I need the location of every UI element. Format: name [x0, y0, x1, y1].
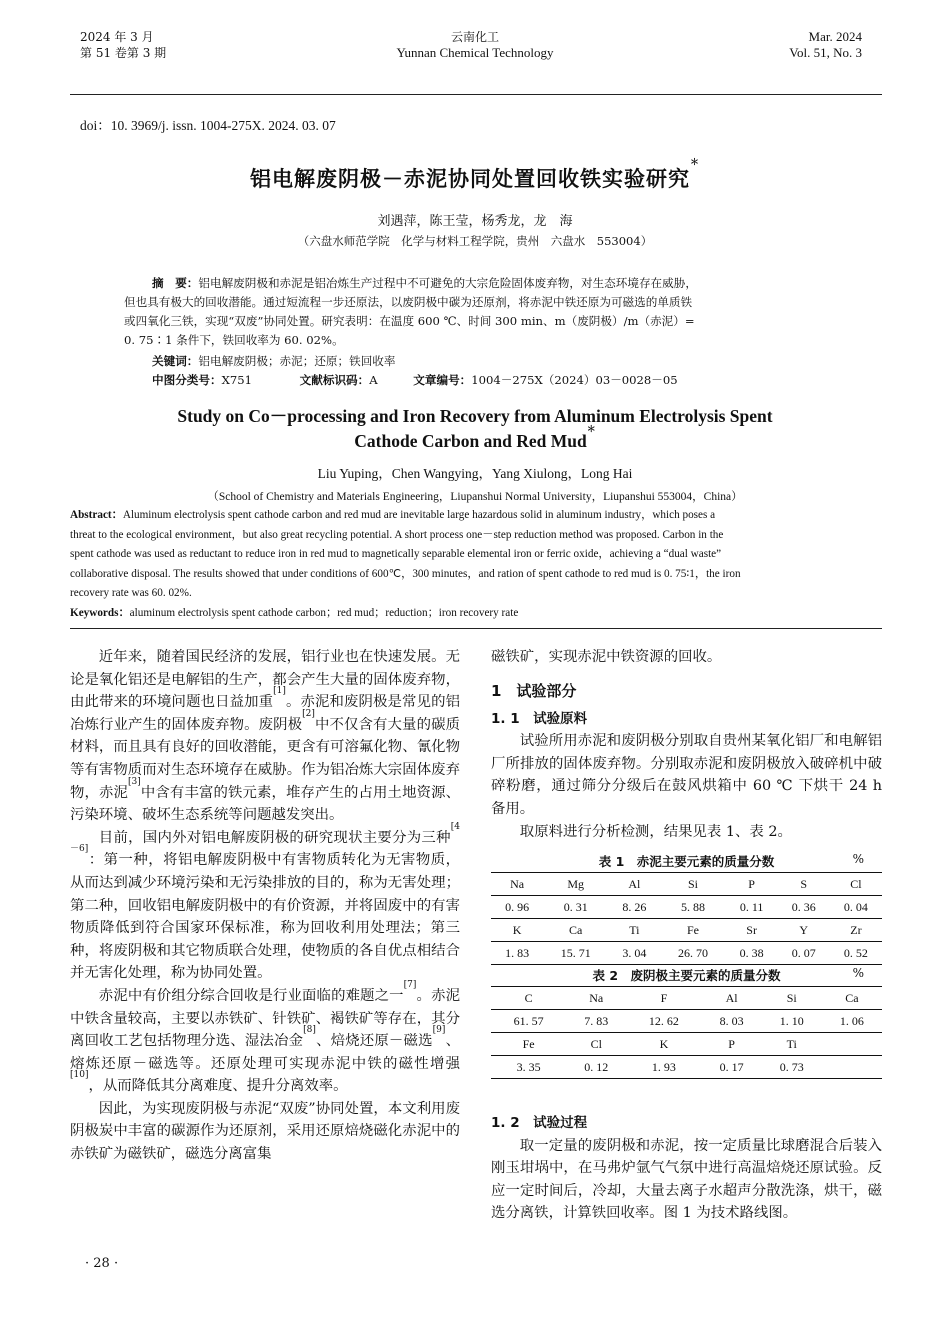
abstract-cn-line: 铝电解废阴极和赤泥是铝冶炼生产过程中不可避免的大宗危险固体废弃物，对生态环境存在威胁， [198, 276, 697, 290]
table-cell: Fe [686, 922, 699, 937]
table-cell: Ca [845, 990, 859, 1005]
clc-value: X751 [221, 373, 252, 387]
body-paragraph: 取一定量的废阴极和赤泥，按一定质量比球磨混合后装入刚玉坩埚中，在马弗炉氩气气氛中进行高温焙烧还原试验。反应一定时间后，冷却，大量去离子水超声分散洗涤，烘干，磁选分离铁，计算铁回收率。图 1 为技术路线图。 [491, 1137, 882, 1222]
citation: [3] [128, 776, 141, 787]
paper-title-en [0, 404, 950, 454]
citation: [10] [70, 1070, 89, 1081]
title-cn-text: 铝电解废阴极－赤泥协同处置回收铁实验研究 [249, 167, 690, 191]
table-row [491, 1056, 882, 1079]
body-paragraph-cont: 磁铁矿，实现赤泥中铁资源的回收。 [491, 649, 722, 665]
table-cell: 1. 06 [839, 1013, 864, 1028]
table-cell: 8. 03 [719, 1013, 744, 1028]
abstract-cn-line: 但也具有极大的回收潜能。通过短流程一步还原法，以废阴极中碳为还原剂，将赤泥中铁还原为可磁选的单质铁 [124, 295, 693, 309]
abstract-en-line: spent cathode was used as reductant to reduce iron in red mud to magnetically separable elemental iron or ferric oxide，achieving a “dual waste” [70, 548, 722, 560]
table-cell: 0. 96 [505, 899, 530, 914]
body-paragraph: 目前，国内外对铝电解废阴极的研究现状主要分为三种[4－6]：第一种，将铝电解废阴极中有害物质转化为无害物质，从而达到减少环境污染和无污染排放的目的，称为无害处理；第二种，回收铝电解废阴极中的有价资源，并将固废中的有害物质降低到符合国家环保标准，称为回收利用处理法；第三种，将废阴极和其它物质联合处理，使物质的各自优点相结合并无害化处理，称为协同处置。 [70, 821, 460, 982]
table-cell: 0. 31 [563, 899, 588, 914]
table-cell: 26. 70 [677, 945, 708, 960]
table-cell: 3. 35 [516, 1059, 541, 1074]
abstract-cn-line: 0. 75∶1 条件下，铁回收率为 60. 02%。 [124, 333, 344, 347]
abstract-en-line: threat to the ecological environment，but also great recycling potential. A short process one－step reduction method was proposed. Carbon in the [70, 528, 724, 541]
doc-code-label: 文献标识码： [299, 373, 370, 387]
table-cell: 8. 26 [622, 899, 647, 914]
table-cell: 0. 36 [791, 899, 816, 914]
table-cell: 1. 83 [505, 945, 530, 960]
table-cell: 1. 10 [779, 1013, 804, 1028]
table-cell: 0. 07 [791, 945, 816, 960]
table-cell: 0. 11 [739, 899, 764, 914]
subsection-heading: 1. 1 试验原料 [491, 710, 588, 727]
abstract-en [70, 506, 882, 623]
abstract-en-line: collaborative disposal. The results showed that under conditions of 600℃，300 minutes，and ration of spent cathode to red mud is 0. 75∶1，the iron [70, 567, 741, 580]
right-column-lower [491, 1112, 882, 1225]
header-vol-en: Vol. 51, No. 3 [789, 45, 862, 60]
table-cell: S [800, 876, 808, 891]
table-cell: Al [725, 990, 738, 1005]
table-cell: 0. 04 [843, 899, 868, 914]
table-row [491, 896, 882, 919]
abstract-rule [70, 628, 882, 629]
table-cell: Na [589, 990, 604, 1005]
table-row [491, 1010, 882, 1033]
table-cell: Fe [522, 1036, 535, 1051]
table-cell: C [524, 990, 533, 1005]
table-cell: 61. 57 [513, 1013, 544, 1028]
table-cell: 5. 88 [680, 899, 705, 914]
citation: [2] [302, 708, 315, 719]
citation: [9] [432, 1025, 446, 1036]
citation: [8] [303, 1025, 316, 1036]
table-cell: 7. 83 [584, 1013, 609, 1028]
table-cell: Ti [629, 922, 640, 937]
table-cell: 0. 38 [739, 945, 764, 960]
header-date-line: 2024 年 3 月 [80, 30, 154, 44]
keywords-en-label: Keywords： [70, 606, 130, 619]
title-en-line: Study on Co－processing and Iron Recovery from Aluminum Electrolysis Spent [177, 406, 773, 426]
clc-label: 中图分类号： [152, 373, 222, 387]
table-cell: Sr [746, 922, 757, 937]
journal-name-en: Yunnan Chemical Technology [396, 45, 554, 60]
header-month-en: Mar. 2024 [808, 29, 862, 44]
table-cell [822, 1056, 882, 1079]
citation: [7] [403, 979, 417, 990]
table-cell: Ca [569, 922, 583, 937]
table-cell: K [659, 1036, 669, 1051]
paper-title-cn [0, 158, 950, 193]
table-cell: Y [799, 922, 809, 937]
table-cell: Si [786, 990, 797, 1005]
body-paragraph: 试验所用赤泥和废阴极分别取自贵州某氧化铝厂和电解铝厂所排放的固体废弃物。分别取赤泥和废阴极放入破碎机中破碎粉磨，通过筛分分级后在鼓风烘箱中 60 ℃ 下烘干 24 h 备用。 [491, 733, 882, 817]
left-column [70, 646, 460, 1166]
keywords-cn: 铝电解废阴极；赤泥；还原；铁回收率 [198, 354, 396, 368]
article-number-label: 文章编号： [413, 373, 472, 387]
keywords-cn-label: 关键词： [152, 354, 199, 368]
table-row [491, 942, 882, 965]
table-cell: Mg [567, 876, 585, 891]
table-header-row [491, 873, 882, 896]
table-cell: 0. 52 [843, 945, 868, 960]
keywords-en: aluminum electrolysis spent cathode carbon；red mud；reduction；iron recovery rate [129, 606, 519, 619]
body-paragraph: 赤泥中有价组分综合回收是行业面临的难题之一[7]。赤泥中铁含量较高，主要以赤铁矿、针铁矿、褐铁矿等存在，其分离回收工艺包括物理分选、湿法冶金[8]、焙烧还原－磁选[9]、熔炼还原－磁选等。还原处理可实现赤泥中铁的磁性增强[10]，从而降低其分离难度、提升分离效率。 [70, 979, 460, 1095]
table-1-grid [491, 872, 882, 965]
table-1 [491, 852, 882, 965]
table-cell: 15. 71 [560, 945, 591, 960]
table-cell: 0. 17 [719, 1059, 744, 1074]
table-2-grid [491, 986, 882, 1079]
table-cell: Ti [786, 1036, 797, 1051]
page-number: · 28 · [85, 1256, 119, 1271]
header-rule [70, 94, 882, 95]
table-cell: 3. 04 [622, 945, 647, 960]
table-unit: % [852, 966, 864, 980]
body-paragraph: 因此，为实现废阴极与赤泥“双废”协同处置，本文利用废阴极炭中丰富的碳源作为还原剂，采用还原焙烧磁化赤泥中的赤铁矿为磁铁矿，磁选分离富集 [70, 1100, 460, 1163]
title-en-line: Cathode Carbon and Red Mud [354, 431, 587, 451]
affiliation-cn: （六盘水师范学院 化学与材料工程学院，贵州 六盘水 553004） [297, 234, 653, 248]
table-cell: 0. 12 [584, 1059, 609, 1074]
affiliation-en: （School of Chemistry and Materials Engineering，Liupanshui Normal University，Liupanshui 553004，China） [207, 491, 743, 503]
table-cell: K [512, 922, 522, 937]
abstract-en-label: Abstract： [70, 509, 123, 521]
authors-cn: 刘遇萍，陈王莹，杨秀龙，龙 海 [377, 214, 573, 229]
abstract-en-line: Aluminum electrolysis spent cathode carbon and red mud are inevitable large hazardous solid in aluminum industry，which poses a [122, 509, 716, 521]
table-cell: Na [510, 876, 525, 891]
table-cell: Cl [590, 1036, 602, 1051]
table-unit: % [852, 852, 864, 866]
table-cell: F [660, 990, 668, 1005]
section-heading: 1 试验部分 [491, 681, 577, 700]
doc-code-value: A [369, 373, 378, 387]
table-header-row [491, 1033, 882, 1056]
header-volume [789, 29, 862, 61]
abstract-en-line: recovery rate was 60. 02%. [70, 587, 192, 599]
table-cell [822, 1033, 882, 1056]
table-cell: 0. 73 [779, 1059, 804, 1074]
citation: [1] [273, 686, 286, 697]
abstract-cn-line: 或四氧化三铁，实现“双废”协同处置。研究表明：在温度 600 ℃、时间 300 min、m（废阴极）/m（赤泥）= [124, 314, 695, 328]
table-cell: P [748, 876, 755, 891]
journal-name-cn: 云南化工 [450, 30, 499, 44]
right-column [491, 646, 882, 843]
abstract-cn [124, 274, 826, 390]
table-header-row [491, 987, 882, 1010]
citation: [4－6] [70, 821, 460, 855]
doi: doi：10. 3969/j. issn. 1004-275X. 2024. 03. 07 [80, 118, 336, 133]
abstract-cn-label: 摘 要： [152, 276, 199, 290]
title-en-footnote-mark: ＊ [586, 424, 596, 434]
table-header-row [491, 919, 882, 942]
table-cell: Zr [850, 922, 862, 937]
table-cell: 1. 93 [651, 1059, 676, 1074]
table-cell: Cl [850, 876, 862, 891]
table-cell: Si [687, 876, 698, 891]
header-issue-line: 第 51 卷第 3 期 [80, 46, 167, 60]
body-paragraph: 取原料进行分析检测，结果见表 1、表 2。 [519, 823, 792, 840]
table-cell: P [728, 1036, 735, 1051]
table-caption: 表 1 赤泥主要元素的质量分数 [598, 854, 775, 869]
title-footnote-mark: ＊ [689, 158, 700, 168]
table-cell: 12. 62 [648, 1013, 679, 1028]
table-2 [491, 966, 882, 1079]
table-cell: Al [628, 876, 641, 891]
authors-en: Liu Yuping，Chen Wangying，Yang Xiulong，Long Hai [317, 466, 633, 481]
table-caption: 表 2 废阴极主要元素的质量分数 [592, 968, 781, 983]
article-number-value: 1004－275X（2024）03－0028－05 [471, 373, 678, 387]
body-paragraph: 近年来，随着国民经济的发展，铝行业也在快速发展。无论是氧化铝还是电解铝的生产，都会产生大量的固体废弃物，由此带来的环境问题也日益加重[1]。赤泥和废阴极是常见的铝冶炼行业产生的固体废弃物。废阴极[2]中不仅含有大量的碳质材料，而且具有良好的回收潜能，更含有可溶氟化物、氰化物等有害物质而对生态环境存在威胁。作为铝冶炼大宗固体废弃物，赤泥[3]中含有丰富的铁元素，堆存产生的占用土地资源、污染环境、破坏生态系统等问题越发突出。 [70, 649, 460, 824]
subsection-heading: 1. 2 试验过程 [491, 1115, 588, 1131]
